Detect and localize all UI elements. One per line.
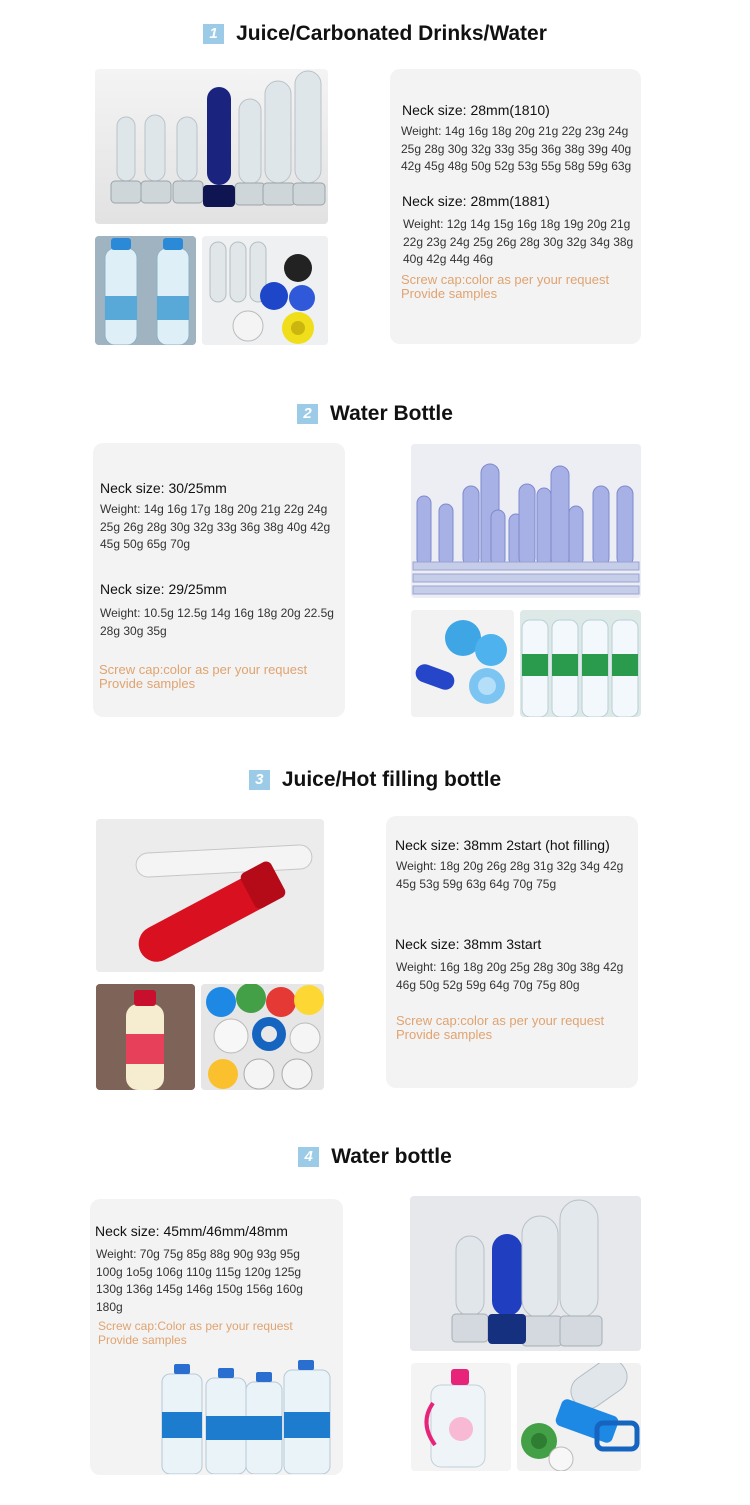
weight-list: Weight: 16g 18g 20g 25g 28g 30g 38g 42g 46g 50g 52g 59g 64g 70g 75g 80g xyxy=(396,960,624,992)
juice-bottle-photo xyxy=(96,984,195,1090)
screw-cap-note: Screw cap:color as per your request xyxy=(396,1013,605,1028)
weight-list: Weight: 12g 14g 15g 16g 18g 19g 20g 21g 22g 23g 24g 25g 26g 28g 30g 32g 34g 38g 40g 42g 44g 46g xyxy=(403,217,634,266)
section-heading: Water bottle xyxy=(331,1145,452,1168)
jug-photo xyxy=(411,1363,511,1471)
neck-size-label: Neck size: 38mm 2start (hot filling) xyxy=(395,837,610,853)
red-preform-photo xyxy=(96,819,324,972)
caps-photo xyxy=(202,236,328,345)
screw-cap-note: Screw cap:color as per your request xyxy=(99,662,308,677)
preform-photo xyxy=(95,69,328,224)
samples-note: Provide samples xyxy=(98,1333,187,1347)
section-3-title xyxy=(0,765,750,795)
blue-preforms-photo xyxy=(411,444,641,598)
section-heading: Water Bottle xyxy=(330,402,453,425)
neck-size-label: Neck size: 45mm/46mm/48mm xyxy=(95,1223,288,1239)
section-2-title xyxy=(0,399,750,429)
section-number-badge: 1 xyxy=(203,24,224,44)
section-number-badge: 3 xyxy=(249,770,270,790)
weight-list: Weight: 18g 20g 26g 28g 31g 32g 34g 42g 45g 53g 59g 63g 64g 70g 75g xyxy=(396,859,624,891)
neck-size-label: Neck size: 30/25mm xyxy=(100,480,227,496)
section-heading: Juice/Hot filling bottle xyxy=(281,768,502,791)
neck-size-label: Neck size: 38mm 3start xyxy=(395,936,542,952)
section-4-title xyxy=(0,1142,750,1172)
spec-panel-3 xyxy=(386,816,638,1088)
weight-list: Weight: 14g 16g 17g 18g 20g 21g 22g 24g 25g 26g 28g 30g 32g 33g 36g 38g 40g 42g 45g 50g 65g 70g xyxy=(100,502,331,551)
samples-note: Provide samples xyxy=(396,1027,493,1042)
water-bottle-photo xyxy=(95,236,196,345)
neck-size-label: Neck size: 28mm(1810) xyxy=(402,102,550,118)
section-heading: Juice/Carbonated Drinks/Water xyxy=(236,22,547,45)
blue-caps-photo xyxy=(411,610,514,717)
colored-caps-photo xyxy=(201,984,324,1090)
water-pack-photo xyxy=(520,610,641,717)
section-1-title xyxy=(0,19,750,49)
handle-caps-photo xyxy=(517,1363,641,1471)
samples-note: Provide samples xyxy=(401,286,498,301)
weight-list: Weight: 70g 75g 85g 88g 90g 93g 95g 100g 1o5g 106g 110g 115g 120g 125g 130g 136g 145g 146g 150g 156g 160g 180g xyxy=(96,1247,303,1314)
screw-cap-note: Screw cap:Color as per your request xyxy=(98,1319,293,1333)
water-jugs-photo xyxy=(160,1360,335,1474)
section-number-badge: 4 xyxy=(298,1147,319,1167)
screw-cap-note: Screw cap:color as per your request xyxy=(401,272,610,287)
section-number-badge: 2 xyxy=(297,404,318,424)
weight-list: Weight: 10.5g 12.5g 14g 16g 18g 20g 22.5g 28g 30g 35g xyxy=(100,606,334,638)
neck-size-label: Neck size: 29/25mm xyxy=(100,581,227,597)
neck-size-label: Neck size: 28mm(1881) xyxy=(402,193,550,209)
samples-note: Provide samples xyxy=(99,676,196,691)
large-preforms-photo xyxy=(410,1196,641,1351)
weight-list: Weight: 14g 16g 18g 20g 21g 22g 23g 24g 25g 28g 30g 32g 33g 35g 36g 38g 39g 40g 42g 45g 48g 50g 52g 53g 55g 58g 59g 63g xyxy=(401,124,632,173)
